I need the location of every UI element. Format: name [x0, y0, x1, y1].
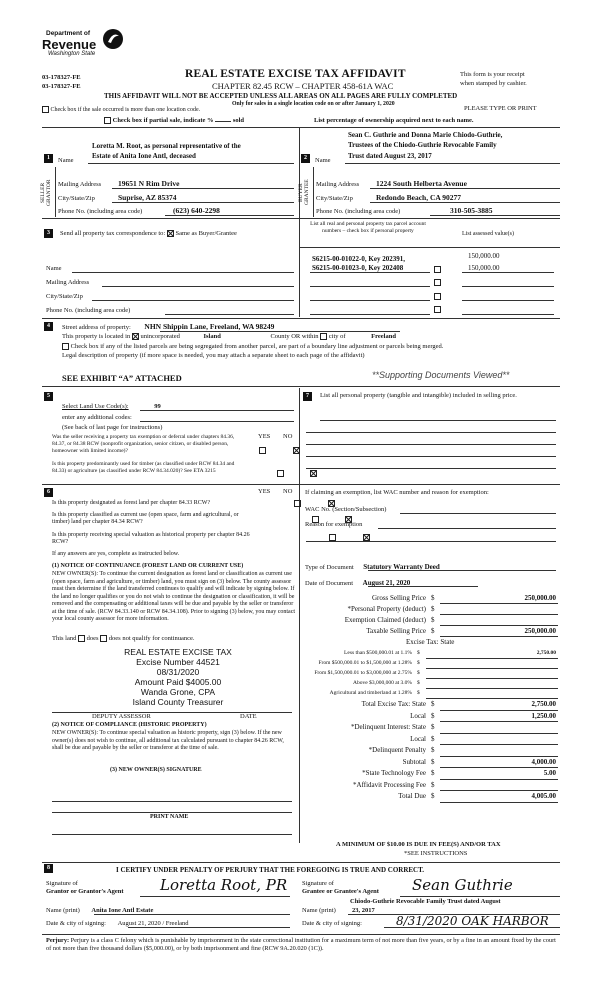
grantor-date-label: Date & city of signing:	[46, 920, 106, 927]
same-as-buyer-checkbox[interactable]	[167, 230, 174, 237]
buyer-name-line1: Sean C. Guthrie and Donna Marie Chiodo-Guthrie,	[348, 131, 503, 139]
grantor-name-label: Name (print)	[46, 907, 80, 914]
s6-q3-no-checkbox[interactable]	[363, 534, 370, 541]
multi-location-row	[42, 106, 200, 113]
s5-q1-no-checkbox[interactable]	[293, 447, 300, 454]
stamp-line3: 08/31/2020	[156, 667, 200, 677]
stamp-line5: Wanda Grone, CPA	[140, 687, 216, 697]
buyer-name-line3: Trust dated August 23, 2017	[348, 152, 432, 160]
s6-q2: Is this property classified as current use (open space, farm and agricultural, or timber) land per chapter 84.34 RCW?	[52, 512, 239, 525]
section-8-badge: 8	[44, 864, 53, 873]
dor-logo	[40, 28, 130, 68]
tax-row-label: Subtotal	[402, 757, 426, 766]
not-qualify-label: does not qualify for continuance.	[108, 635, 195, 642]
s3-name-label: Name	[46, 265, 62, 272]
seller-address: 19651 N Rim Drive	[118, 179, 180, 188]
tax-row-label: *State Technology Fee	[362, 769, 426, 777]
buyer-address: 1224 South Helberta Avenue	[376, 179, 467, 188]
grantee-sig-label-2: Grantee or Grantee's Agent	[302, 888, 379, 895]
list-pct-note: List percentage of ownership acquired next to each name.	[314, 117, 474, 124]
tax-row	[300, 758, 560, 770]
segregated-label: Check box if any of the listed parcels are being segregated from another parcel, are part of a boundary line adjustment or parcels being merged.	[70, 343, 444, 350]
personal-property-label: List all personal property (tangible and intangible) included in selling price.	[320, 392, 517, 399]
dollar-sign: $	[431, 780, 435, 789]
street-address: NHN Shippin Lane, Freeland, WA 98249	[144, 322, 275, 331]
grantor-sig-label-1: Signature of	[46, 880, 78, 887]
page-subtitle: CHAPTER 82.45 RCW – CHAPTER 458-61A WAC	[212, 81, 394, 91]
additional-codes-label: enter any additional codes:	[62, 414, 132, 421]
s3-phone-label: Phone No. (including area code)	[46, 307, 131, 314]
tax-row-label: Agricultural and timberland at 1.28%	[329, 690, 412, 696]
county-value: Island	[203, 333, 221, 340]
land-qualify-row	[52, 635, 195, 642]
sold-label: sold	[232, 117, 245, 124]
assessed-value-2: 150,000.00	[468, 264, 500, 272]
seller-addr-label: Mailing Address	[58, 181, 102, 188]
grantee-name-row	[302, 907, 336, 914]
land-use-label: Select Land Use Code(s):	[62, 403, 129, 410]
treasurer-stamp	[88, 647, 268, 707]
tax-row	[300, 616, 560, 627]
dollar-sign: $	[431, 616, 435, 624]
page-title: REAL ESTATE EXCISE TAX AFFIDAVIT	[185, 68, 406, 80]
receipt-note-2: when stamped by cashier.	[460, 80, 527, 87]
dollar-sign: $	[431, 734, 435, 743]
buyer-city: Redondo Beach, CA 90277	[376, 193, 462, 202]
tax-row-label: Local	[410, 734, 426, 743]
tax-row-value: 2,750.00	[531, 700, 556, 708]
dollar-sign: $	[431, 711, 435, 720]
dollar-sign: $	[431, 757, 435, 766]
county-label: County OR within	[270, 333, 319, 340]
deputy-assessor-label: DEPUTY ASSESSOR	[92, 713, 151, 720]
section-7-badge: 7	[303, 392, 312, 401]
dollar-sign: $	[417, 660, 420, 666]
stamp-line1: REAL ESTATE EXCISE TAX	[124, 647, 232, 657]
doc-date-label: Date of Document	[305, 580, 354, 587]
land-use-code: 99	[154, 403, 161, 410]
see-back-label: (See back of last page for instructions)	[62, 424, 163, 431]
tax-row-label: *Delinquent Interest: State	[350, 723, 426, 731]
state-tax-header: Excise Tax: State	[406, 638, 455, 646]
multi-location-label: Check box if the sale occurred is more than one location code.	[50, 106, 201, 113]
grantee-name-line1: Chiodo-Guthrie Revocable Family Trust dated August	[350, 898, 501, 905]
perjury-text: Perjury is a class C felony which is punishable by imprisonment in the state correctional institution for a maximum term of not more than five years, or by a fine in an amount fixed by the court of not more than five thousand dollars ($5,000.00), or by both imprisonment and fine (RCW 9A.20.020 (1C)).	[46, 937, 556, 952]
s6-q1: Is this property designated as forest land per chapter 84.33 RCW?	[52, 500, 211, 506]
supporting-docs-stamp: **Supporting Documents Viewed**	[372, 370, 510, 380]
perjury-label: Perjury:	[46, 937, 70, 944]
revenue-swirl-icon	[102, 28, 124, 50]
street-label: Street address of property:	[62, 324, 131, 331]
parcel-personal-checkbox[interactable]	[434, 279, 441, 286]
s6-no-header: NO	[283, 488, 293, 495]
send-correspondence-label: Send all property tax correspondence to:	[60, 230, 166, 237]
city-checkbox[interactable]	[320, 333, 327, 340]
tax-row-label: Taxable Selling Price	[366, 627, 426, 635]
dollar-sign: $	[431, 700, 435, 708]
tax-row-label: Less than $500,000.01 at 1.1%	[344, 650, 412, 656]
unincorporated-label: unincorporated	[140, 333, 180, 340]
unincorporated-checkbox[interactable]	[132, 333, 139, 340]
land-use-row	[62, 403, 161, 410]
tax-row-label: *Delinquent Penalty	[368, 746, 426, 754]
dollar-sign: $	[417, 670, 420, 676]
grantee-signature: Sean Guthrie	[412, 876, 513, 894]
section-1-badge: 1	[44, 154, 53, 163]
grantor-name-row	[46, 907, 153, 914]
dollar-sign: $	[417, 680, 420, 686]
does-label: does	[86, 635, 99, 642]
parcel-1: S6215-00-01022-0, Key 202391,	[312, 255, 405, 263]
tax-row	[300, 594, 560, 605]
tax-row-label: Exemption Claimed (deduct)	[344, 616, 426, 624]
grantor-signature: Loretta Root, PR	[160, 876, 288, 894]
seller-name-line2: Estate of Anita Ione Antl, deceased	[92, 152, 196, 160]
dollar-sign: $	[417, 690, 420, 696]
tax-row-label: From $500,000.01 to $1,500,000 at 1.28%	[318, 660, 412, 666]
seller-city: Suprise, AZ 85374	[118, 193, 177, 202]
section-2-badge: 2	[301, 154, 310, 163]
dollar-sign: $	[431, 746, 435, 754]
dollar-sign: $	[417, 650, 420, 656]
tax-row-value: 250,000.00	[524, 627, 556, 635]
street-row	[62, 322, 274, 331]
buyer-side-label: BUYER GRANTEE	[298, 179, 310, 206]
notice-1-title: (1) NOTICE OF CONTINUANCE (FOREST LAND OR CURRENT USE)	[52, 563, 244, 569]
city-value: Freeland	[371, 333, 396, 340]
seller-city-label: City/State/Zip	[58, 195, 95, 202]
tax-row	[300, 700, 560, 712]
partial-sale-row	[104, 117, 244, 124]
grantee-name-label: Name (print)	[302, 907, 336, 914]
s5-q1-yes-checkbox[interactable]	[259, 447, 266, 454]
sales-note: Only for sales in a single location code on or after January 1, 2020	[232, 101, 395, 107]
buyer-name-label: Name	[315, 157, 331, 164]
parcel-checkboxes	[434, 263, 441, 317]
tax-row-label: From $1,500,000.01 to $3,000,000 at 2.75%	[314, 670, 412, 676]
seller-name-line1: Loretta M. Root, as personal representative of the	[92, 142, 241, 150]
tax-row-label: Above $3,000,000 at 3.0%	[353, 680, 412, 686]
s3-mail-label: Mailing Address	[46, 279, 90, 286]
segregated-checkbox[interactable]	[62, 343, 69, 350]
form-number-1: 03-178327-FE	[42, 74, 81, 81]
doc-type-label: Type of Document	[305, 564, 354, 571]
tax-row-value: 5.00	[543, 769, 556, 777]
print-note: PLEASE TYPE OR PRINT	[464, 105, 537, 112]
section-4-badge: 4	[44, 322, 53, 331]
tax-row	[300, 781, 560, 793]
tax-row	[300, 723, 560, 735]
dollar-sign: $	[431, 792, 435, 800]
section-3-badge: 3	[44, 229, 53, 238]
doc-date-value: August 21, 2020	[362, 579, 411, 587]
buyer-phone: 310-505-3885	[450, 206, 493, 215]
tax-row	[300, 660, 560, 670]
tax-row	[300, 605, 560, 616]
grantee-sig-label-1: Signature of	[302, 880, 334, 887]
dollar-sign: $	[431, 627, 435, 635]
grantee-date: 8/31/2020 OAK HARBOR	[396, 914, 549, 928]
stamp-line2: Excise Number 44521	[136, 657, 220, 667]
s6-yes-header: YES	[258, 488, 271, 495]
seller-phone: (623) 640-2298	[173, 206, 220, 215]
parcel-personal-checkbox[interactable]	[434, 293, 441, 300]
tax-row-value: 250,000.00	[524, 594, 556, 602]
assessed-header: List assessed value(s)	[462, 231, 514, 237]
dollar-sign: $	[431, 594, 435, 602]
print-name-label: PRINT NAME	[150, 814, 189, 820]
grantor-sig-label-2: Grantor or Grantor's Agent	[46, 888, 124, 895]
s5-no-header: NO	[283, 433, 293, 440]
grantor-date: August 21, 2020 / Freeland	[117, 920, 189, 927]
partial-sale-checkbox[interactable]	[104, 117, 111, 124]
doc-type-value: Statutory Warranty Deed	[363, 563, 440, 571]
seller-phone-label: Phone No. (including area code)	[58, 208, 143, 215]
parcel-personal-checkbox[interactable]	[434, 306, 441, 313]
segregated-row	[62, 343, 443, 350]
located-row	[62, 333, 396, 340]
tax-row-label: Gross Selling Price	[371, 594, 426, 602]
buyer-city-label: City/State/Zip	[316, 195, 353, 202]
deputy-date-label: DATE	[240, 713, 257, 720]
buyer-addr-label: Mailing Address	[316, 181, 360, 188]
grantee-name-line2: 23, 2017	[352, 907, 375, 914]
tax-row	[300, 769, 560, 781]
parcel-2: S6215-00-01023-0, Key 202408	[312, 264, 404, 272]
tax-row-label: Total Due	[398, 792, 426, 800]
s5-q1: Was the seller receiving a property tax exemption or deferral under chapters 84.36, 84.37, or 84.38 RCW (nonprofit organization, senior citizen, or disabled person, homeowner with limited income)?	[52, 434, 235, 454]
s6-q3: Is this property receiving special valuation as historical property per chapter 84.26 RCW?	[52, 532, 250, 545]
receipt-note-1: This form is your receipt	[460, 71, 525, 78]
tax-row-label: *Personal Property (deduct)	[347, 605, 426, 613]
wac-label: WAC No. (Section/Subsection)	[305, 506, 387, 513]
s5-q2-yes-checkbox[interactable]	[277, 470, 284, 477]
tax-row	[300, 746, 560, 758]
tax-row	[300, 680, 560, 690]
section-5-badge: 5	[44, 392, 53, 401]
tax-row	[300, 650, 560, 660]
s5-yes-header: YES	[258, 433, 271, 440]
tax-calculation	[300, 594, 560, 834]
land-not-checkbox[interactable]	[100, 635, 107, 642]
tax-row-label: Local	[410, 711, 426, 720]
grantor-name: Anita Ione Antl Estate	[91, 907, 154, 914]
assessed-value-1: 150,000.00	[468, 252, 500, 260]
stamp-line6: Island County Treasurer	[132, 697, 224, 707]
tax-row-label: Total Excise Tax: State	[361, 700, 426, 708]
dept-line1: Department of	[46, 30, 91, 37]
notice-1-body: NEW OWNER(S): To continue the current designation as forest land or classification as current use (open space, farm and agriculture, or timber) land, you must sign on (3) below. The county assessor must then determine if the land transferred continues to qualify and will indicate by signing below. If the land no longer qualifies or you do not wish to continue the designation or classification, it will be removed and the compensating or additional taxes will be due and payable by the seller or transferor at the time of sale. (RCW 84.33.140 or RCW 84.34.108). Prior to signing (3) below, you may contact your local county assessor for more information.	[52, 571, 296, 622]
dept-line3: Washington State	[48, 51, 96, 57]
tax-row	[300, 690, 560, 700]
section-6-badge: 6	[44, 488, 53, 497]
notice-3-title: (3) NEW OWNER(S) SIGNATURE	[110, 767, 202, 773]
see-instructions: *SEE INSTRUCTIONS	[404, 850, 468, 857]
dept-line2: Revenue	[42, 37, 97, 52]
s6-q1-yes-checkbox[interactable]	[294, 500, 301, 507]
grantee-date-row	[302, 920, 362, 927]
tax-row	[300, 670, 560, 680]
certify-statement: I CERTIFY UNDER PENALTY OF PERJURY THAT THE FOREGOING IS TRUE AND CORRECT.	[116, 866, 425, 874]
seller-name-label: Name	[58, 157, 74, 164]
grantor-date-row	[46, 920, 189, 927]
buyer-name-line2: Trustees of the Chiodo-Guthrie Revocable Family	[348, 141, 497, 149]
exemption-claim-label: If claiming an exemption, list WAC number and reason for exemption:	[305, 489, 489, 496]
seller-side-label: SELLER GRANTOR	[40, 179, 52, 206]
perjury-row	[46, 937, 558, 953]
tax-row-label: *Affidavit Processing Fee	[353, 780, 426, 789]
city-of-label: city of	[328, 333, 346, 340]
reason-label: Reason for exemption	[305, 521, 363, 528]
s6-q3-yes-checkbox[interactable]	[329, 534, 336, 541]
notice-2-title: (2) NOTICE OF COMPLIANCE (HISTORIC PROPERTY)	[52, 722, 207, 728]
notice-2-body: NEW OWNER(S): To continue special valuation as historic property, sign (3) below. If the new owner(s) does not wish to continue, all additional tax calculated pursuant to chapter 84.26 RCW, shall be due and payable by the seller or transferor at the time of sale.	[52, 730, 284, 751]
multi-location-checkbox[interactable]	[42, 106, 49, 113]
s5-q2-no-checkbox[interactable]	[310, 470, 317, 477]
stamp-line4: Amount Paid $4005.00	[134, 677, 222, 687]
located-label: This property is located in	[62, 333, 131, 340]
warning-text: THIS AFFIDAVIT WILL NOT BE ACCEPTED UNLESS ALL AREAS ON ALL PAGES ARE FULLY COMPLETED	[104, 92, 458, 100]
parcel-header: List all real and personal property tax parcel account numbers – check box if personal property	[310, 221, 426, 234]
legal-description-label: Legal description of property (if more space is needed, you may attach a separate sheet to each page of the affidavit)	[62, 352, 365, 359]
form-number-2: 03-178327-FE	[42, 83, 81, 90]
tax-row	[300, 792, 560, 804]
land-label: This land	[52, 635, 77, 642]
tax-row-value: 4,005.00	[531, 792, 556, 800]
dollar-sign: $	[431, 605, 435, 613]
exhibit-text: SEE EXHIBIT “A” ATTACHED	[62, 373, 182, 383]
tax-row-value: 4,000.00	[531, 757, 556, 766]
s6-note: If any answers are yes, complete as instructed below.	[52, 551, 180, 557]
grantee-date-label: Date & city of signing:	[302, 920, 362, 927]
tax-row-value: 1,250.00	[531, 711, 556, 720]
dollar-sign: $	[431, 723, 435, 731]
same-as-buyer-label: Same as Buyer/Grantee	[175, 230, 237, 237]
s5-q2: Is this property predominantly used for timber (as classified under RCW 84.34 and 84.33) or agriculture (as classified under RCW 84.34.020)? See ETA 3215	[52, 461, 235, 474]
send-correspondence-row	[60, 230, 237, 237]
dollar-sign: $	[431, 769, 435, 777]
tax-row-value: 2,750.00	[536, 650, 556, 656]
partial-sale-label: Check box if partial sale, indicate %	[112, 117, 214, 124]
s3-city-label: City/State/Zip	[46, 293, 83, 300]
land-does-checkbox[interactable]	[78, 635, 85, 642]
parcel-personal-checkbox[interactable]	[434, 266, 441, 273]
tax-row	[300, 712, 560, 724]
minimum-note: A MINIMUM OF $10.00 IS DUE IN FEE(S) AND/OR TAX	[336, 841, 501, 848]
tax-row	[300, 627, 560, 638]
tax-row	[300, 735, 560, 747]
buyer-phone-label: Phone No. (including area code)	[316, 208, 401, 215]
